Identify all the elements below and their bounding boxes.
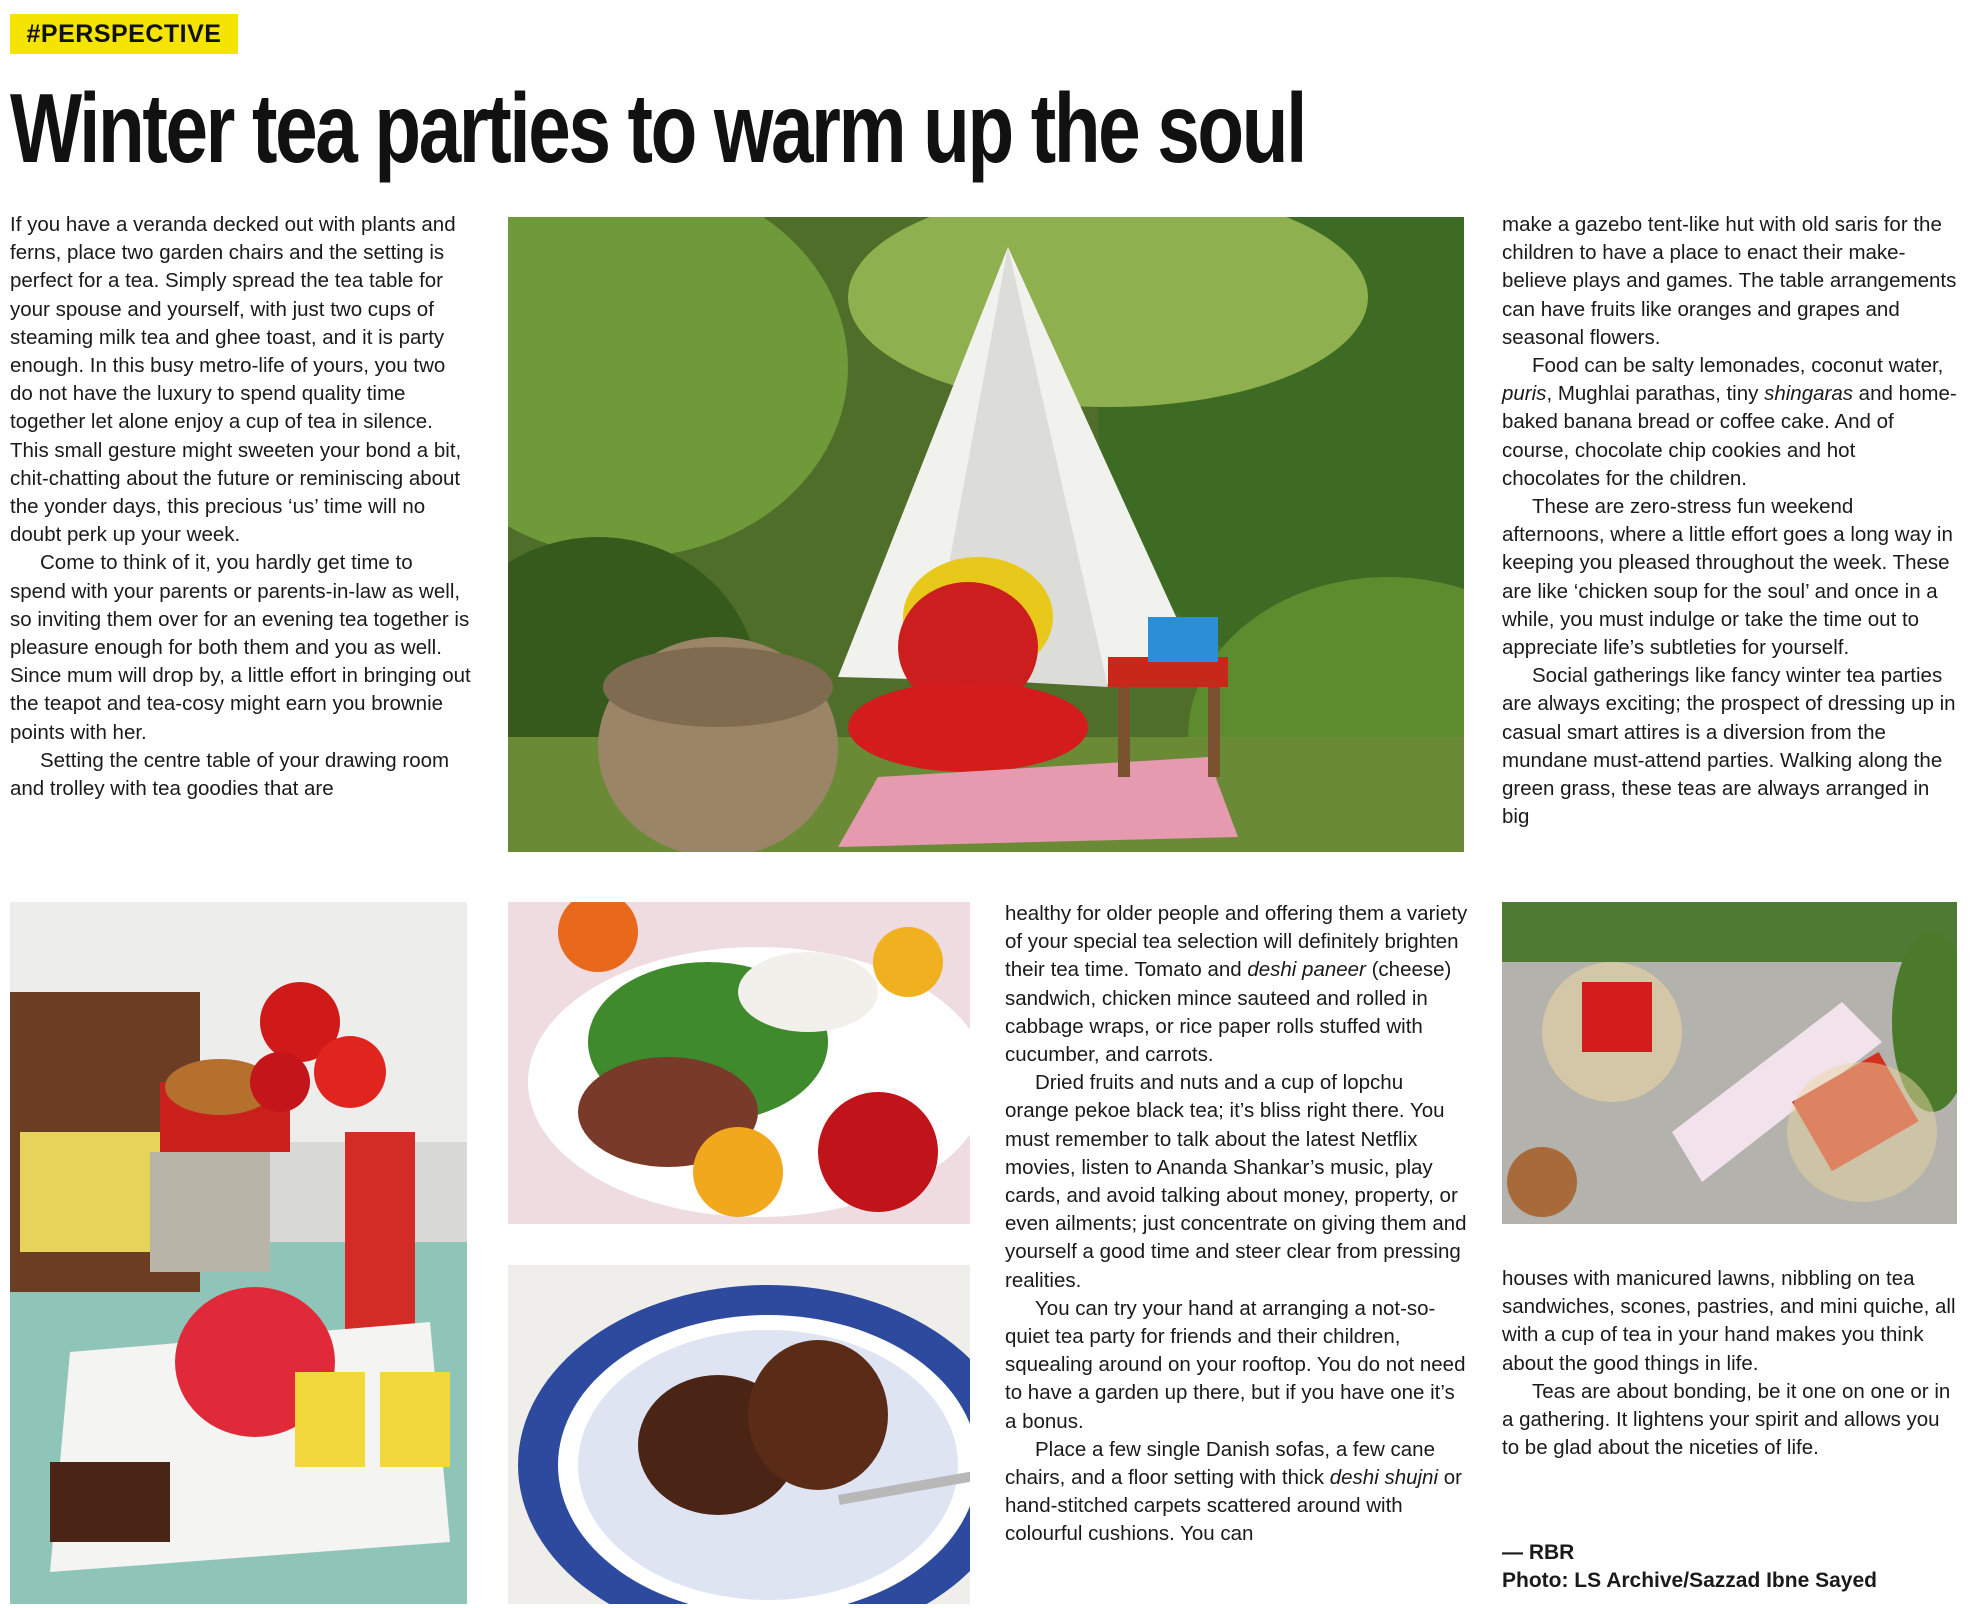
paragraph: Setting the centre table of your drawing room and trolley with tea goodies that are [10, 748, 450, 801]
salad-plate-photo [508, 902, 970, 1224]
article-column-3-bottom [1502, 1265, 1957, 1462]
article-column-3-top [1502, 211, 1957, 831]
paragraph: houses with manicured lawns, nibbling on tea sandwiches, scones, pastries, and mini quiche, all with a cup of tea in your hand makes you think about the good things in life. [1502, 1267, 1956, 1375]
headline: Winter tea parties to warm up the soul [10, 73, 1306, 183]
author: — RBR [1502, 1541, 1575, 1564]
cake-plate-photo [508, 1265, 970, 1604]
byline [1502, 1539, 1942, 1595]
rooftop-table-photo [1502, 902, 1957, 1224]
paragraph: make a gazebo tent-like hut with old saris for the children to have a place to enact their make-believe plays and games. The table arrangements can have fruits like oranges and grapes and seasonal flowers. [1502, 213, 1957, 349]
photo-credit: Photo: LS Archive/Sazzad Ibne Sayed [1502, 1569, 1877, 1592]
paragraph: If you have a veranda decked out with plants and ferns, place two garden chairs and the setting is perfect for a tea. Simply spread the tea table for your spouse and yourself, with just two cups of steaming milk tea and ghee toast, and it is party enough. In this busy metro-life of yours, you two do not have the luxury to spend quality time together let alone enjoy a cup of tea in silence. This small gesture might sweeten your bond a bit, chit-chatting about the future or reminiscing about the yonder days, this precious ‘us’ time will no doubt perk up your week. [10, 213, 462, 547]
paragraph: You can try your hand at arranging a not-so-quiet tea party for friends and their children, squealing around on your rooftop. You do not need to have a garden up there, but if you have one it’s a bonus. [1005, 1296, 1466, 1433]
article-column-2 [1005, 900, 1470, 1549]
paragraph: Place a few single Danish sofas, a few cane chairs, and a floor setting with thick deshi shujni or hand-stitched carpets scattered around with colourful cushions. You can [1005, 1437, 1462, 1546]
paragraph: Teas are about bonding, be it one on one or in a gathering. It lightens your spirit and allows you to be glad about the niceties of life. [1502, 1379, 1951, 1460]
section-tag: #PERSPECTIVE [10, 14, 238, 54]
tent-garden-photo [508, 217, 1464, 852]
paragraph: healthy for older people and offering them a variety of your special tea selection will definitely brighten their tea time. Tomato and deshi paneer (cheese) sandwich, chicken mince sauteed and rolled in cabbage wraps, or rice paper rolls stuffed with cucumber, and carrots. [1005, 902, 1468, 1067]
paragraph: Come to think of it, you hardly get time to spend with your parents or parents-in-law as well, so inviting them over for an evening tea together is pleasure enough for both them and you as well. Since mum will drop by, a little effort in bringing out the teapot and tea-cosy might earn you brownie points with her. [10, 551, 471, 744]
paragraph: Social gatherings like fancy winter tea parties are always exciting; the prospect of dressing up in casual smart attires is a diversion from the mundane must-attend parties. Walking along the green grass, these teas are always arranged in big [1502, 664, 1956, 829]
paragraph: These are zero-stress fun weekend afternoons, where a little effort goes a long way in keeping you pleased throughout the week. These are like ‘chicken soup for the soul’ and once in a while, you must indulge or take the time out to appreciate life’s subtleties for yourself. [1502, 495, 1953, 660]
tea-tray-photo [10, 902, 467, 1604]
paragraph: Dried fruits and nuts and a cup of lopchu orange pekoe black tea; it’s bliss right there. You must remember to talk about the latest Netflix movies, listen to Ananda Shankar’s music, play cards, and avoid talking about money, property, or even ailments; just concentrate on giving them and yourself a good time and steer clear from pressing realities. [1005, 1071, 1467, 1292]
paragraph: Food can be salty lemonades, coconut water, puris, Mughlai parathas, tiny shingaras and home-baked banana bread or coffee cake. And of course, chocolate chip cookies and hot chocolates for the children. [1502, 354, 1957, 490]
article-column-1 [10, 211, 472, 803]
